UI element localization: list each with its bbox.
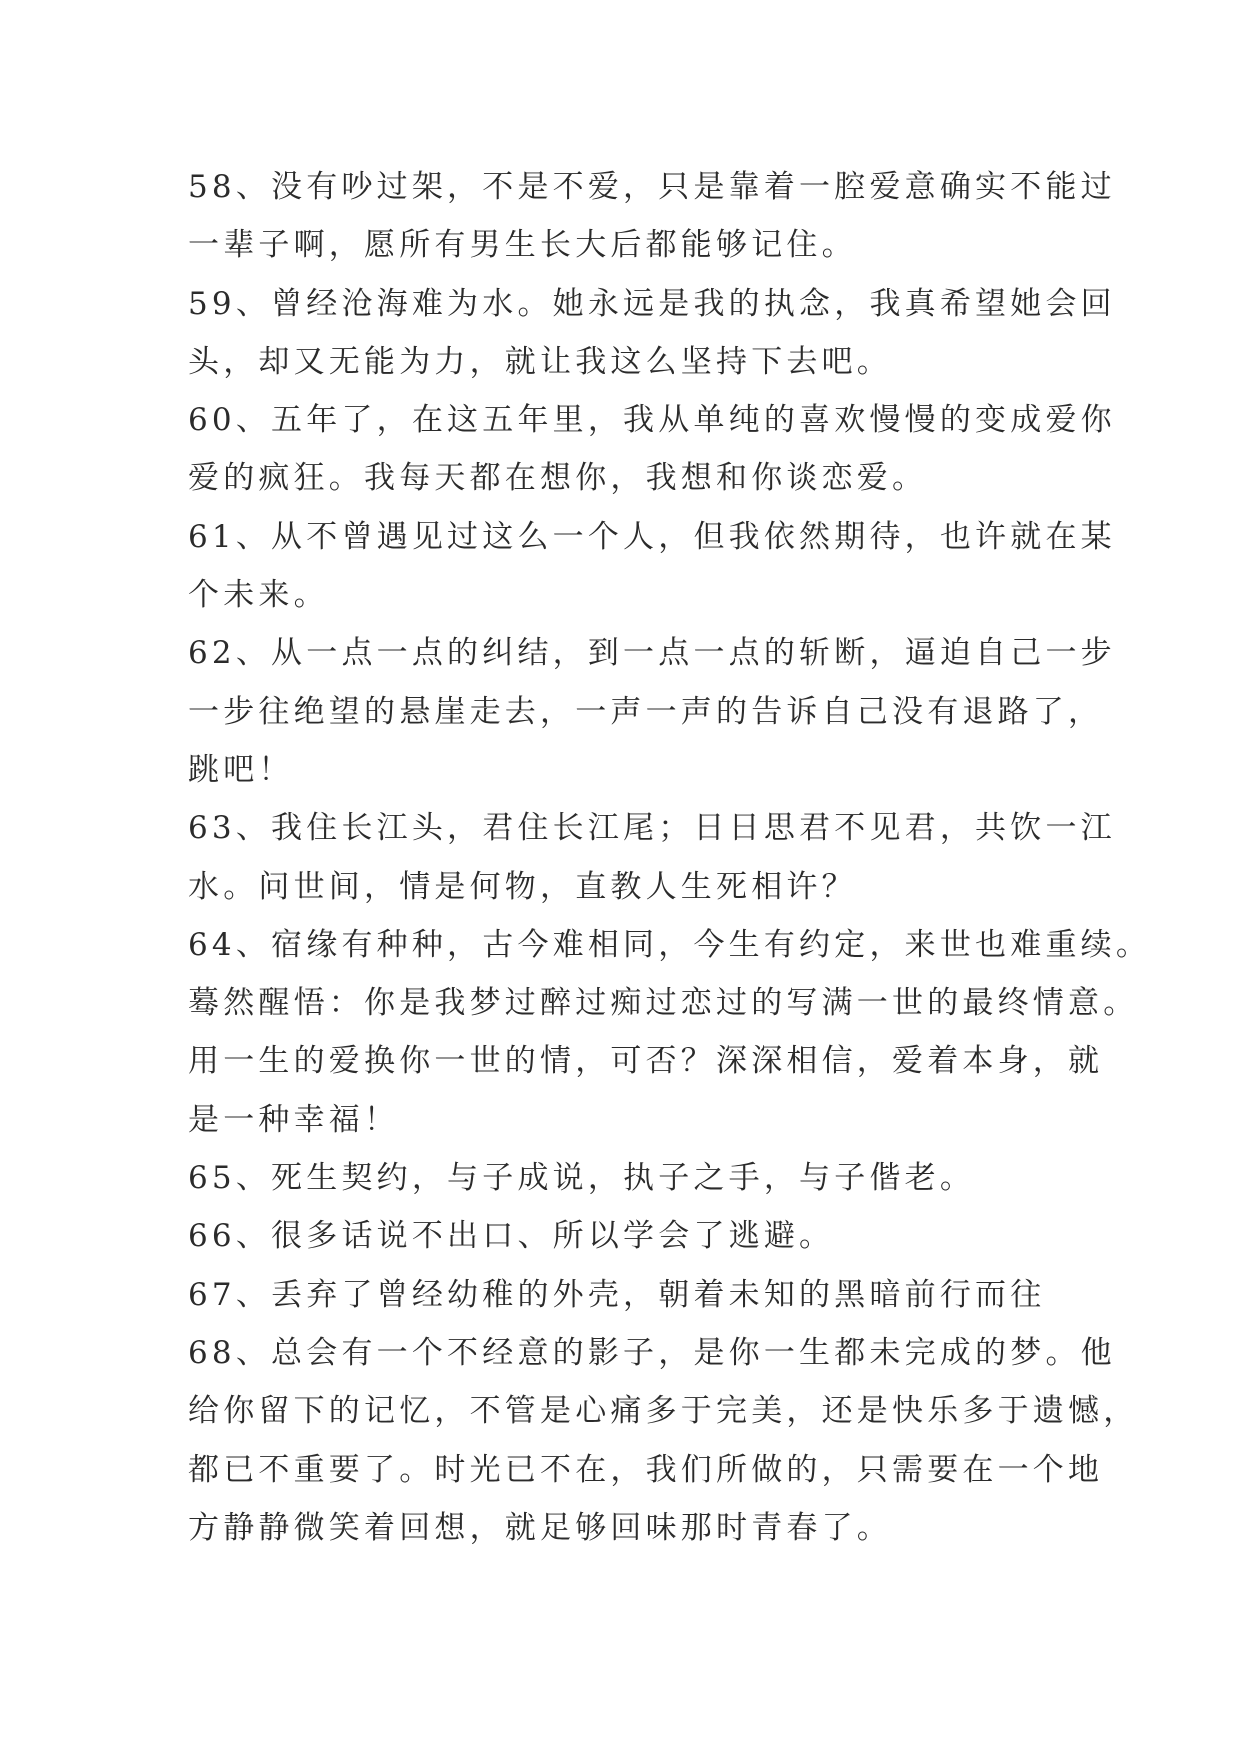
text-line: 是一种幸福！: [188, 1101, 400, 1138]
text-line: 59、曾经沧海难为水。她永远是我的执念，我真希望她会回: [188, 285, 1116, 322]
entry-66: [188, 1207, 1068, 1265]
text-line: 65、死生契约，与子成说，执子之手，与子偕老。: [188, 1160, 976, 1197]
text-line: 63、我住长江头，君住长江尾；日日思君不见君，共饮一江: [188, 810, 1116, 847]
text-line: 方静静微笑着回想，就足够回味那时青春了。: [188, 1509, 892, 1546]
entry-59: [188, 275, 1116, 392]
entry-68: [188, 1324, 1139, 1557]
entry-65: [188, 1149, 1068, 1207]
entry-60: [188, 391, 1116, 508]
entry-61: [188, 508, 1116, 625]
text-line: 给你留下的记忆，不管是心痛多于完美，还是快乐多于遗憾，: [188, 1393, 1139, 1430]
text-line: 爱的疯狂。我每天都在想你，我想和你谈恋爱。: [188, 460, 928, 497]
text-line: 头，却又无能为力，就让我这么坚持下去吧。: [188, 343, 892, 380]
text-line: 66、很多话说不出口、所以学会了逃避。: [188, 1218, 835, 1255]
text-line: 个未来。: [188, 577, 329, 614]
text-line: 68、总会有一个不经意的影子，是你一生都未完成的梦。他: [188, 1334, 1116, 1371]
text-line: 61、从不曾遇见过这么一个人，但我依然期待，也许就在某: [188, 518, 1116, 555]
text-line: 水。问世间，情是何物，直教人生死相许？: [188, 868, 857, 905]
entry-62: [188, 624, 1116, 799]
text-line: 64、宿缘有种种，古今难相同，今生有约定，来世也难重续。: [188, 926, 1152, 963]
text-line: 都已不重要了。时光已不在，我们所做的，只需要在一个地: [188, 1451, 1104, 1488]
text-line: 一辈子啊，愿所有男生长大后都能够记住。: [188, 227, 857, 264]
text-line: 58、没有吵过架，不是不爱，只是靠着一腔爱意确实不能过: [188, 169, 1116, 205]
document-body: [188, 158, 1152, 1557]
text-line: 60、五年了，在这五年里，我从单纯的喜欢慢慢的变成爱你: [188, 402, 1116, 439]
text-line: 62、从一点一点的纠结，到一点一点的斩断，逼迫自己一步: [188, 635, 1116, 672]
text-line: 蓦然醒悟：你是我梦过醉过痴过恋过的写满一世的最终情意。: [188, 985, 1139, 1022]
text-line: 用一生的爱换你一世的情，可否？深深相信，爱着本身，就: [188, 1043, 1104, 1080]
text-line: 67、丢弃了曾经幼稚的外壳，朝着未知的黑暗前行而往: [188, 1276, 1046, 1313]
entry-63: [188, 799, 1116, 916]
entry-64: [188, 916, 1152, 1149]
text-line: 跳吧！: [188, 751, 294, 788]
entry-67: [188, 1266, 1068, 1324]
text-line: 一步往绝望的悬崖走去，一声一声的告诉自己没有退路了，: [188, 693, 1104, 730]
entry-58: [188, 158, 1116, 275]
